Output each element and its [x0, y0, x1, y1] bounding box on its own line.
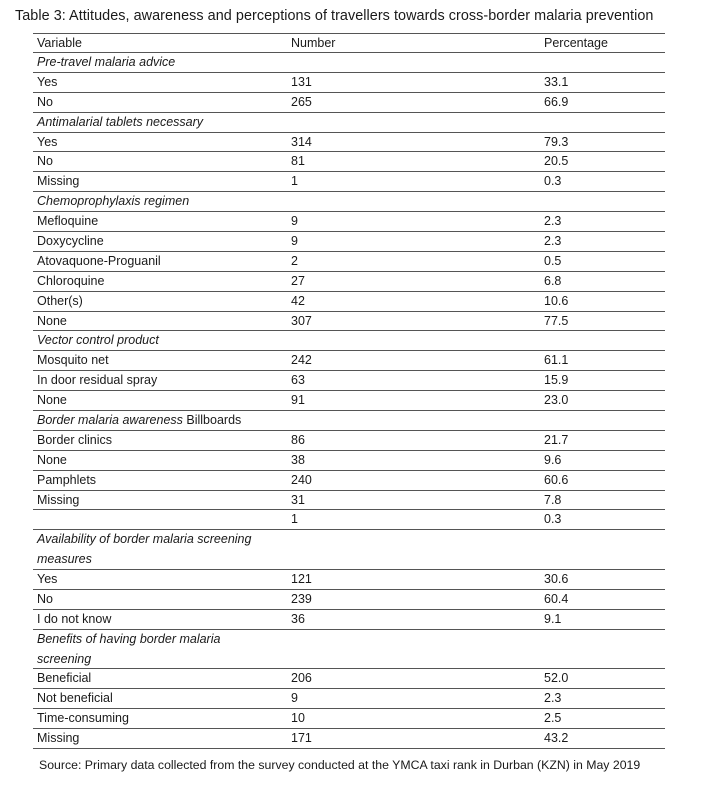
variable-cell: Missing [37, 492, 80, 507]
percentage-cell: 2.3 [544, 214, 562, 229]
percentage-cell: 2.3 [544, 234, 562, 249]
percentage-cell: 30.6 [544, 572, 569, 587]
section-label-italic: Border malaria awareness [37, 413, 183, 428]
percentage-cell: 0.5 [544, 253, 562, 268]
number-cell: 121 [291, 572, 312, 587]
variable-cell: Doxycycline [37, 234, 104, 249]
table-row [33, 491, 665, 511]
data-table [33, 33, 665, 749]
table-row [33, 610, 665, 630]
number-cell: 307 [291, 313, 312, 328]
percentage-cell: 0.3 [544, 174, 562, 189]
section-header-row [33, 530, 665, 570]
variable-cell: None [37, 313, 67, 328]
variable-cell: Border clinics [37, 432, 113, 447]
number-cell: 10 [291, 711, 305, 726]
section-label: Benefits of having border malaria screening [37, 631, 221, 666]
section-label [37, 411, 287, 431]
variable-cell: In door residual spray [37, 373, 158, 388]
table-row [33, 590, 665, 610]
percentage-cell: 2.5 [544, 711, 562, 726]
table-row [33, 292, 665, 312]
section-label: Antimalarial tablets necessary [37, 114, 204, 129]
section-header-row [33, 331, 665, 351]
variable-cell: Chloroquine [37, 273, 105, 288]
table-row [33, 729, 665, 749]
percentage-cell: 21.7 [544, 432, 569, 447]
table-row [33, 272, 665, 292]
number-cell: 9 [291, 214, 298, 229]
number-cell: 31 [291, 492, 305, 507]
section-header-row [33, 411, 665, 431]
table-body [33, 53, 665, 749]
variable-cell: Yes [37, 134, 58, 149]
variable-cell: Beneficial [37, 671, 92, 686]
table-row [33, 669, 665, 689]
variable-cell: No [37, 591, 53, 606]
table-row [33, 212, 665, 232]
table-row [33, 252, 665, 272]
source-note: Source: Primary data collected from the survey conducted at the YMCA taxi rank in Durban (KZN) in May 2019 [39, 758, 641, 772]
percentage-cell: 0.3 [544, 512, 562, 527]
number-cell: 171 [291, 731, 312, 746]
percentage-cell: 66.9 [544, 94, 569, 109]
number-cell: 131 [291, 74, 312, 89]
number-cell: 9 [291, 691, 298, 706]
number-cell: 86 [291, 432, 305, 447]
number-cell: 1 [291, 174, 298, 189]
number-cell: 81 [291, 154, 305, 169]
variable-cell: Missing [37, 731, 80, 746]
table-row [33, 709, 665, 729]
section-header-row [33, 113, 665, 133]
number-cell: 1 [291, 512, 298, 527]
number-cell: 36 [291, 611, 305, 626]
section-header-row [33, 53, 665, 73]
section-header-row [33, 192, 665, 212]
percentage-cell: 2.3 [544, 691, 562, 706]
section-label: Availability of border malaria screening measures [37, 532, 252, 567]
variable-cell: No [37, 94, 53, 109]
percentage-cell: 52.0 [544, 671, 569, 686]
number-cell: 242 [291, 353, 312, 368]
percentage-cell: 6.8 [544, 273, 562, 288]
percentage-cell: 60.4 [544, 591, 569, 606]
table-row [33, 172, 665, 192]
variable-cell: Pamphlets [37, 472, 97, 487]
table-title: Table 3: Attitudes, awareness and perceptions of travellers towards cross-border malaria prevention [15, 8, 654, 24]
section-label: Chemoprophylaxis regimen [37, 194, 190, 209]
percentage-cell: 61.1 [544, 353, 569, 368]
table-row [33, 471, 665, 491]
variable-cell: Other(s) [37, 293, 83, 308]
variable-cell: Time-consuming [37, 711, 129, 726]
variable-cell: Yes [37, 74, 58, 89]
variable-cell: I do not know [37, 611, 112, 626]
number-cell: 27 [291, 273, 305, 288]
percentage-cell: 20.5 [544, 154, 569, 169]
number-cell: 314 [291, 134, 312, 149]
table-row [33, 451, 665, 471]
table-row [33, 93, 665, 113]
variable-cell: No [37, 154, 53, 169]
table-row [33, 152, 665, 172]
number-cell: 9 [291, 234, 298, 249]
number-cell: 265 [291, 94, 312, 109]
table-row [33, 351, 665, 371]
variable-cell: None [37, 393, 67, 408]
column-header-percentage: Percentage [544, 36, 608, 50]
table-row [33, 570, 665, 590]
table-row [33, 133, 665, 153]
table-row [33, 312, 665, 332]
variable-cell: Mosquito net [37, 353, 109, 368]
number-cell: 2 [291, 253, 298, 268]
percentage-cell: 79.3 [544, 134, 569, 149]
percentage-cell: 9.6 [544, 452, 562, 467]
table-row [33, 73, 665, 93]
number-cell: 63 [291, 373, 305, 388]
percentage-cell: 9.1 [544, 611, 562, 626]
variable-cell: None [37, 452, 67, 467]
number-cell: 239 [291, 591, 312, 606]
percentage-cell: 77.5 [544, 313, 569, 328]
number-cell: 240 [291, 472, 312, 487]
percentage-cell: 15.9 [544, 373, 569, 388]
percentage-cell: 7.8 [544, 492, 562, 507]
variable-cell: Missing [37, 174, 80, 189]
section-label: Vector control product [37, 333, 159, 348]
variable-cell: Atovaquone-Proguanil [37, 253, 161, 268]
percentage-cell: 43.2 [544, 731, 569, 746]
number-cell: 206 [291, 671, 312, 686]
section-label-plain: Billboards [182, 413, 242, 428]
number-cell: 42 [291, 293, 305, 308]
table-container [33, 33, 665, 749]
variable-cell: Yes [37, 572, 58, 587]
variable-cell: Not beneficial [37, 691, 113, 706]
section-header-row [33, 630, 665, 670]
number-cell: 38 [291, 452, 305, 467]
column-header-variable: Variable [37, 36, 82, 50]
percentage-cell: 60.6 [544, 472, 569, 487]
table-header-row [33, 33, 665, 53]
table-row [33, 371, 665, 391]
variable-cell: Mefloquine [37, 214, 99, 229]
table-row [33, 391, 665, 411]
table-row [33, 232, 665, 252]
percentage-cell: 33.1 [544, 74, 569, 89]
column-header-number: Number [291, 36, 336, 50]
section-label: Pre-travel malaria advice [37, 55, 176, 69]
table-row [33, 431, 665, 451]
table-row [33, 510, 665, 530]
percentage-cell: 10.6 [544, 293, 569, 308]
number-cell: 91 [291, 393, 305, 408]
table-row [33, 689, 665, 709]
percentage-cell: 23.0 [544, 393, 569, 408]
